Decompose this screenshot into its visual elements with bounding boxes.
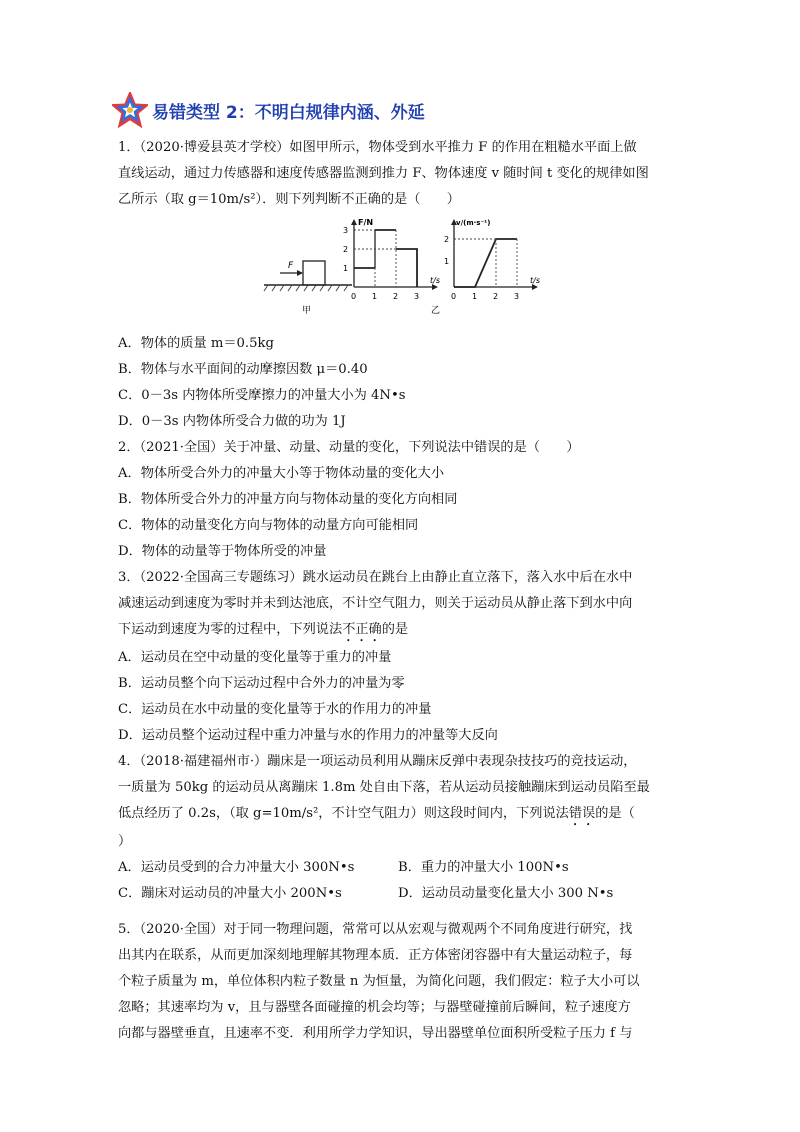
chart-f-xtick-0: 0 — [351, 292, 357, 301]
label-yi: 乙 — [431, 306, 441, 316]
star-icon — [112, 92, 148, 128]
chart-f-xtick-1: 1 — [372, 292, 378, 301]
question-1-line-3: 乙所示（取 g＝10m/s²）．则下列判断不正确的是（ ） — [118, 192, 460, 207]
chart-f-xtick-3: 3 — [414, 292, 420, 301]
question-2-option-d: D．物体的动量等于物体所受的冲量 — [118, 544, 327, 559]
question-5-line-5: 向都与器壁垂直，且速率不变．利用所学力学知识，导出器壁单位面积所受粒子压力 f 与 — [118, 1026, 633, 1041]
chart-v-xtick-2: 2 — [493, 292, 499, 301]
chart-f-xtick-2: 2 — [393, 292, 399, 301]
chart-v-xlabel: t/s — [530, 276, 540, 285]
chart-v-t — [431, 219, 540, 316]
question-2-stem: 2．（2021·全国）关于冲量、动量、动量的变化，下列说法中错误的是（ ） — [118, 440, 580, 455]
chart-f-ytick-1: 1 — [343, 264, 349, 273]
question-2-option-c: C．物体的动量变化方向与物体的动量方向可能相同 — [118, 518, 419, 533]
question-1-line-2: 直线运动，通过力传感器和速度传感器监测到推力 F、物体速度 v 随时间 t 变化的规律如图 — [118, 166, 649, 181]
label-jia: 甲 — [302, 306, 312, 316]
question-list — [118, 135, 678, 1047]
question-4-line-3-pre: 低点经历了 0.2s，（取 g=10m/s²，不计空气阻力）则这段时间内，下列说法 — [118, 806, 569, 821]
chart-v-xtick-0: 0 — [451, 292, 457, 301]
chart-f-ytick-2: 2 — [343, 245, 349, 254]
question-3-line-3-pre: 下运动到速度为零的过程中，下列说法 — [118, 622, 343, 637]
question-1-option-a: A．物体的质量 m＝0.5kg — [118, 336, 274, 351]
chart-v-ylabel: v/(m·s⁻¹) — [456, 219, 491, 227]
question-5-line-4: 忽略；其速率均为 v，且与器壁各面碰撞的机会均等；与器壁碰撞前后瞬间，粒子速度方 — [118, 1000, 631, 1015]
question-3-line-1: 3．（2022·全国高三专题练习）跳水运动员在跳台上由静止直立落下，落入水中后在水中 — [118, 570, 633, 585]
chart-v-ytick-1: 1 — [444, 257, 450, 266]
question-4-option-b: B．重力的冲量大小 100N•s — [398, 860, 569, 875]
chart-v-ytick-2: 2 — [444, 235, 450, 244]
question-4-option-c: C．蹦床对运动员的冲量大小 200N•s — [118, 886, 342, 901]
question-3-line-3 — [118, 617, 678, 645]
question-4-option-a: A．运动员受到的合力冲量大小 300N•s — [118, 860, 355, 875]
question-5 — [118, 917, 678, 1047]
question-4-emphasis: 错误 — [568, 806, 596, 821]
question-4-line-4: ） — [118, 834, 132, 849]
question-2-option-a: A．物体所受合外力的冲量大小等于物体动量的变化大小 — [118, 466, 445, 481]
question-1-figure — [118, 215, 678, 327]
force-label: F — [288, 261, 294, 271]
question-1-option-b: B．物体与水平面间的动摩擦因数 μ＝0.40 — [118, 362, 368, 377]
question-1-option-c: C．0－3s 内物体所受摩擦力的冲量大小为 4N•s — [118, 388, 406, 403]
question-3-emphasis: 不正确 — [342, 622, 382, 637]
question-4-option-row-2 — [118, 881, 678, 907]
question-3-option-a: A．运动员在空中动量的变化量等于重力的冲量 — [118, 650, 392, 665]
question-3 — [118, 565, 678, 749]
question-5-line-3: 个粒子质量为 m，单位体积内粒子数量 n 为恒量，为简化问题，我们假定：粒子大小可以 — [118, 974, 640, 989]
question-4-line-1: 4．（2018·福建福州市·）蹦床是一项运动员利用从蹦床反弹中表现杂技技巧的竞技运动， — [118, 754, 637, 769]
question-4-option-d: D．运动员动量变化量大小 300 N•s — [398, 886, 614, 901]
chart-f-ylabel: F/N — [358, 218, 374, 227]
chart-f-t — [343, 218, 440, 301]
question-3-line-2: 减速运动到速度为零时并未到达池底，不计空气阻力，则关于运动员从静止落下到水中向 — [118, 596, 633, 611]
chart-v-xtick-3: 3 — [514, 292, 520, 301]
question-1-line-1: 1．（2020·博爱县英才学校）如图甲所示，物体受到水平推力 F 的作用在粗糙水平面上做 — [118, 140, 637, 155]
question-5-line-2: 出其内在联系，从而更加深刻地理解其物理本质．正方体密闭容器中有大量运动粒子，每 — [118, 948, 633, 963]
section-header — [112, 92, 425, 128]
question-4-line-3 — [118, 801, 678, 829]
chart-v-xtick-1: 1 — [472, 292, 478, 301]
question-2 — [118, 435, 678, 565]
question-3-option-d: D．运动员整个运动过程中重力冲量与水的作用力的冲量等大反向 — [118, 728, 498, 743]
section-title: 易错类型 2：不明白规律内涵、外延 — [152, 102, 425, 123]
chart-f-xlabel: t/s — [430, 276, 440, 285]
chart-f-ytick-3: 3 — [343, 226, 349, 235]
question-4-line-2: 一质量为 50kg 的运动员从离蹦床 1.8m 处自由下落，若从运动员接触蹦床到运动员陷至最 — [118, 780, 650, 795]
figure-jia — [264, 261, 352, 316]
question-3-line-3-post: 的是 — [381, 622, 409, 637]
question-4-line-3-post: 的是（ — [595, 806, 635, 821]
question-2-option-b: B．物体所受合外力的冲量方向与物体动量的变化方向相同 — [118, 492, 458, 507]
question-3-option-b: B．运动员整个向下运动过程中合外力的冲量为零 — [118, 676, 405, 691]
figure-graphics — [118, 215, 678, 327]
question-3-option-c: C．运动员在水中动量的变化量等于水的作用力的冲量 — [118, 702, 432, 717]
question-1-option-d: D．0－3s 内物体所受合力做的功为 1J — [118, 414, 346, 429]
question-1 — [118, 135, 678, 435]
question-4 — [118, 749, 678, 907]
question-5-line-1: 5．（2020·全国）对于同一物理问题，常常可以从宏观与微观两个不同角度进行研究，找 — [118, 922, 633, 937]
question-4-option-row-1 — [118, 855, 678, 881]
